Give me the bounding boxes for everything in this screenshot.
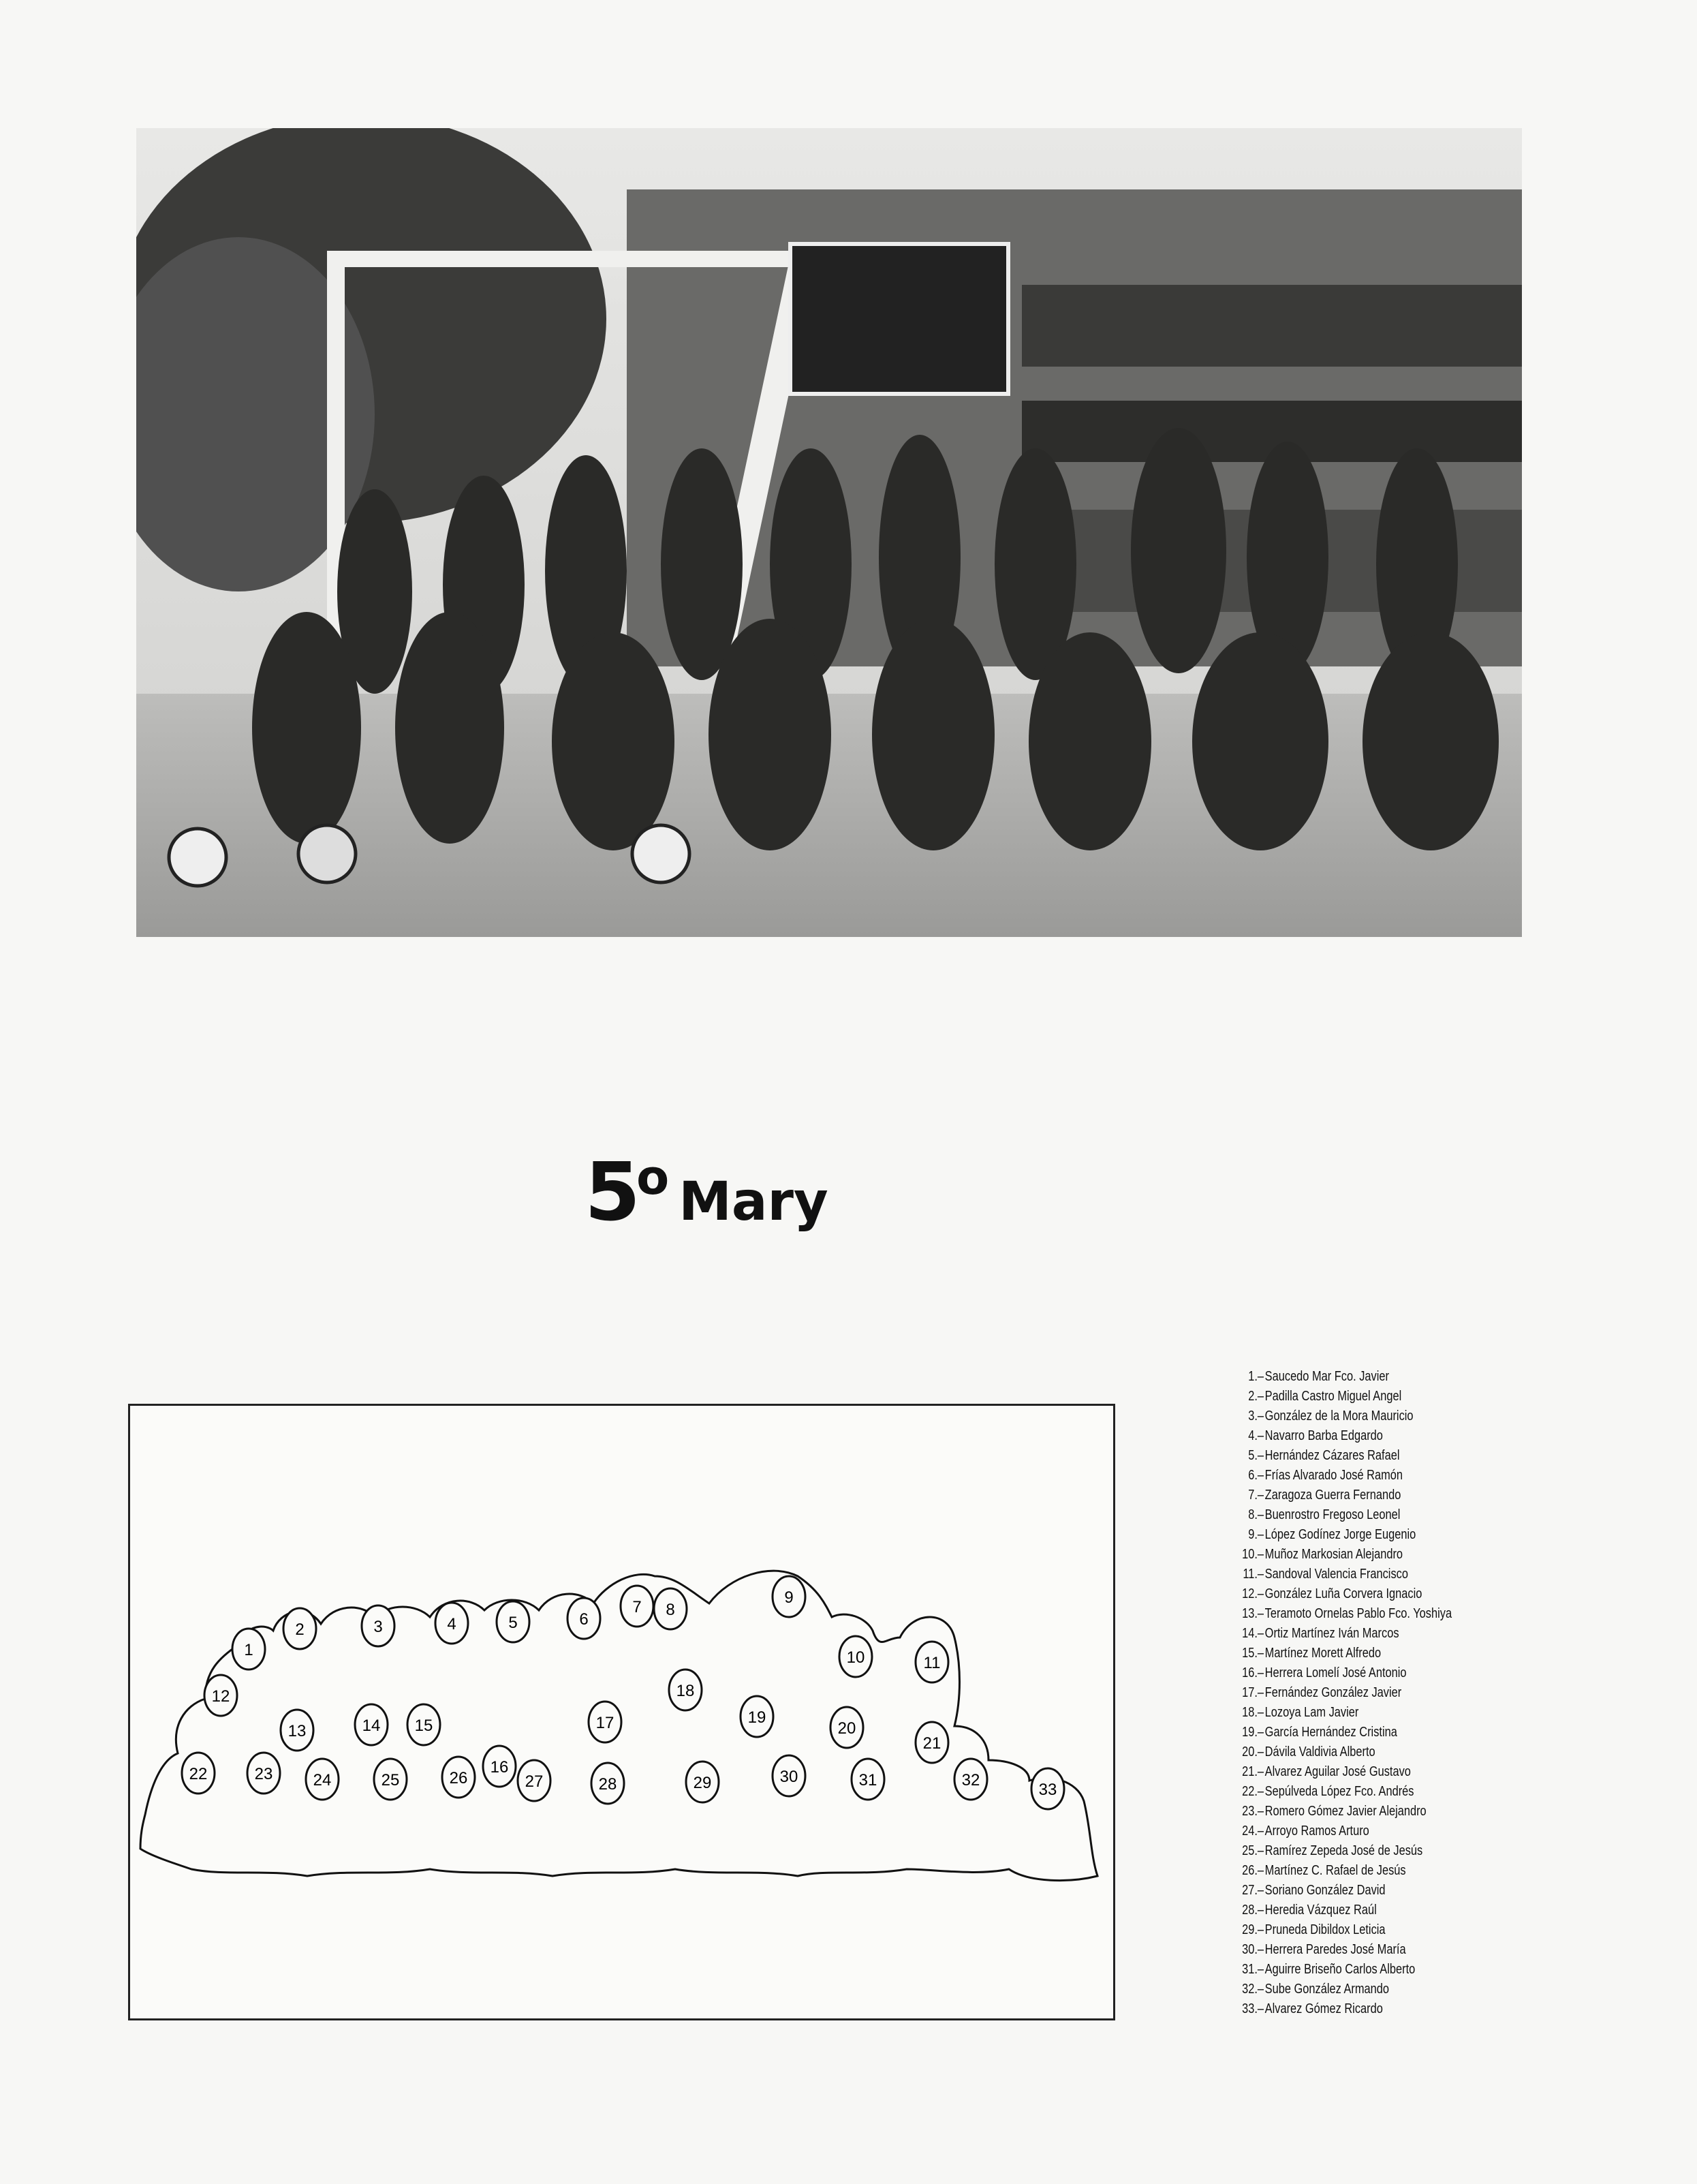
list-number: 26. [1242,1863,1258,1878]
list-item [1226,1841,1472,1861]
student-name: Alvarez Aguilar José Gustavo [1264,1764,1411,1779]
student-name: Pruneda Dibildox Leticia [1264,1922,1386,1937]
list-dash: – [1257,1389,1264,1404]
student-name: Aguirre Briseño Carlos Alberto [1264,1962,1416,1977]
silhouette-number: 32 [961,1771,980,1789]
grade-number: 5 [585,1145,640,1239]
list-dash: – [1257,1488,1264,1503]
list-dash: – [1257,1962,1264,1977]
silhouette-number: 16 [490,1758,509,1777]
list-item [1226,1525,1472,1545]
silhouette-number: 4 [447,1615,456,1633]
student-name: Lozoya Lam Javier [1264,1705,1359,1720]
silhouette-number: 21 [922,1734,941,1753]
list-number: 28. [1242,1903,1258,1918]
silhouette-number: 10 [846,1648,865,1667]
list-item [1226,1940,1472,1960]
student-name: Herrera Paredes José María [1264,1942,1406,1957]
student-name: Sepúlveda López Fco. Andrés [1264,1784,1414,1799]
student-name: Romero Gómez Javier Alejandro [1264,1804,1427,1819]
list-item [1226,1802,1472,1821]
list-item [1226,1387,1472,1406]
list-number: 4. [1248,1428,1258,1443]
list-dash: – [1257,1784,1264,1799]
list-item [1226,1920,1472,1940]
silhouette-number: 28 [598,1775,617,1794]
list-dash: – [1257,1606,1264,1621]
list-number: 14. [1242,1626,1258,1641]
list-dash: – [1257,1843,1264,1858]
list-item [1226,1565,1472,1584]
list-dash: – [1257,1764,1264,1779]
silhouette-number: 9 [784,1588,794,1607]
list-number: 10. [1242,1547,1258,1562]
list-dash: – [1257,1547,1264,1562]
list-number: 25. [1242,1843,1258,1858]
group-name: Mary [679,1171,828,1233]
list-number: 6. [1248,1468,1258,1483]
identification-diagram [128,1404,1115,2020]
list-number: 20. [1242,1744,1258,1759]
list-dash: – [1257,1705,1264,1720]
student-name: Fernández González Javier [1264,1685,1402,1700]
list-item [1226,1980,1472,1999]
silhouette-number: 31 [858,1771,877,1789]
list-item [1226,1901,1472,1920]
list-number: 13. [1242,1606,1258,1621]
list-item [1226,1446,1472,1466]
class-photo [136,128,1522,937]
silhouette-number: 27 [525,1772,544,1791]
list-number: 5. [1248,1448,1258,1463]
silhouette-number: 26 [449,1769,468,1787]
student-name: Soriano González David [1264,1883,1386,1898]
list-item [1226,1367,1472,1387]
list-item [1226,1426,1472,1446]
list-item [1226,1703,1472,1723]
list-item [1226,1742,1472,1762]
silhouette-number: 15 [414,1717,433,1735]
list-number: 32. [1242,1982,1258,1997]
list-dash: – [1257,1567,1264,1582]
silhouette-number: 22 [189,1765,208,1783]
list-number: 15. [1242,1646,1258,1661]
list-dash: – [1257,2001,1264,2016]
list-number: 27. [1242,1883,1258,1898]
student-name: Alvarez Gómez Ricardo [1264,2001,1383,2016]
list-dash: – [1257,1646,1264,1661]
silhouette-number: 24 [313,1771,332,1789]
list-dash: – [1257,1982,1264,1997]
list-dash: – [1257,1448,1264,1463]
list-number: 30. [1242,1942,1258,1957]
list-item [1226,1782,1472,1802]
list-item [1226,1683,1472,1703]
student-name-list [1226,1367,1472,2019]
student-name: Saucedo Mar Fco. Javier [1264,1369,1389,1384]
student-name: Sandoval Valencia Francisco [1264,1567,1408,1582]
student-name: Teramoto Ornelas Pablo Fco. Yoshiya [1264,1606,1452,1621]
silhouette-number: 33 [1038,1781,1057,1799]
list-item [1226,1861,1472,1881]
list-number: 8. [1248,1507,1258,1522]
student-name: Navarro Barba Edgardo [1264,1428,1383,1443]
list-number: 23. [1242,1804,1258,1819]
silhouette-outline [130,1406,1117,2022]
silhouette-number: 30 [779,1768,798,1786]
student-name: Frías Alvarado José Ramón [1264,1468,1403,1483]
list-number: 11. [1243,1567,1258,1582]
list-number: 24. [1242,1824,1258,1839]
list-dash: – [1257,1804,1264,1819]
list-number: 12. [1242,1586,1258,1601]
list-item [1226,1584,1472,1604]
list-dash: – [1257,1527,1264,1542]
list-dash: – [1257,1586,1264,1601]
list-number: 7. [1248,1488,1258,1503]
list-item [1226,1406,1472,1426]
list-item [1226,1644,1472,1663]
list-dash: – [1257,1824,1264,1839]
student-name: Padilla Castro Miguel Angel [1264,1389,1402,1404]
list-dash: – [1257,1744,1264,1759]
student-name: Martínez Morett Alfredo [1264,1646,1382,1661]
list-number: 16. [1242,1665,1258,1680]
student-name: Arroyo Ramos Arturo [1264,1824,1369,1839]
list-dash: – [1257,1369,1264,1384]
page-title [585,1145,828,1239]
student-name: Hernández Cázares Rafael [1264,1448,1400,1463]
student-name: Sube González Armando [1264,1982,1390,1997]
list-number: 18. [1242,1705,1258,1720]
silhouette-number: 23 [254,1765,273,1783]
list-item [1226,1545,1472,1565]
list-number: 19. [1242,1725,1258,1740]
list-dash: – [1257,1903,1264,1918]
student-name: Muñoz Markosian Alejandro [1264,1547,1403,1562]
ordinal-indicator: o [636,1150,670,1205]
list-number: 9. [1248,1527,1258,1542]
list-item [1226,1604,1472,1624]
student-name: García Hernández Cristina [1264,1725,1397,1740]
list-dash: – [1257,1665,1264,1680]
silhouette-number: 25 [381,1771,400,1789]
silhouette-number: 19 [747,1708,766,1727]
list-dash: – [1257,1507,1264,1522]
silhouette-number: 5 [508,1614,518,1632]
list-item [1226,1505,1472,1525]
student-name: Ramírez Zepeda José de Jesús [1264,1843,1423,1858]
silhouette-number: 6 [579,1610,589,1629]
list-number: 31. [1242,1962,1258,1977]
list-item [1226,1960,1472,1980]
silhouette-number: 29 [693,1774,712,1792]
silhouette-number: 20 [837,1719,856,1738]
student-name: Ortiz Martínez Iván Marcos [1264,1626,1399,1641]
list-item [1226,1999,1472,2019]
silhouette-number: 2 [295,1620,305,1639]
student-name: Herrera Lomelí José Antonio [1264,1665,1407,1680]
list-dash: – [1257,1883,1264,1898]
list-dash: – [1257,1863,1264,1878]
silhouette-number: 8 [666,1601,675,1619]
list-dash: – [1257,1409,1264,1424]
list-item [1226,1723,1472,1742]
student-name: González de la Mora Mauricio [1264,1409,1414,1424]
list-dash: – [1257,1626,1264,1641]
list-number: 3. [1248,1409,1258,1424]
silhouette-number: 11 [923,1654,941,1672]
list-number: 22. [1242,1784,1258,1799]
list-number: 21. [1242,1764,1258,1779]
list-dash: – [1257,1725,1264,1740]
list-item [1226,1486,1472,1505]
silhouette-number: 1 [244,1641,253,1659]
list-dash: – [1257,1428,1264,1443]
list-number: 2. [1248,1389,1258,1404]
silhouette-number: 14 [362,1717,381,1735]
silhouette-number: 17 [595,1714,614,1732]
silhouette-number: 3 [373,1618,383,1636]
list-number: 29. [1242,1922,1258,1937]
student-name: Martínez C. Rafael de Jesús [1264,1863,1406,1878]
list-item [1226,1762,1472,1782]
silhouette-number: 12 [211,1687,230,1706]
silhouette-number: 7 [632,1598,642,1616]
student-name: Zaragoza Guerra Fernando [1264,1488,1401,1503]
silhouette-number: 13 [287,1722,307,1740]
list-dash: – [1257,1685,1264,1700]
list-number: 33. [1242,2001,1258,2016]
list-item [1226,1466,1472,1486]
student-name: López Godínez Jorge Eugenio [1264,1527,1416,1542]
list-item [1226,1821,1472,1841]
list-number: 1. [1248,1369,1258,1384]
student-name: Heredia Vázquez Raúl [1264,1903,1377,1918]
list-item [1226,1624,1472,1644]
list-dash: – [1257,1922,1264,1937]
list-item [1226,1881,1472,1901]
list-dash: – [1257,1942,1264,1957]
student-name: González Luña Corvera Ignacio [1264,1586,1422,1601]
list-dash: – [1257,1468,1264,1483]
student-name: Dávila Valdivia Alberto [1264,1744,1375,1759]
list-item [1226,1663,1472,1683]
silhouette-number: 18 [676,1682,695,1700]
list-number: 17. [1242,1685,1258,1700]
student-name: Buenrostro Fregoso Leonel [1264,1507,1401,1522]
